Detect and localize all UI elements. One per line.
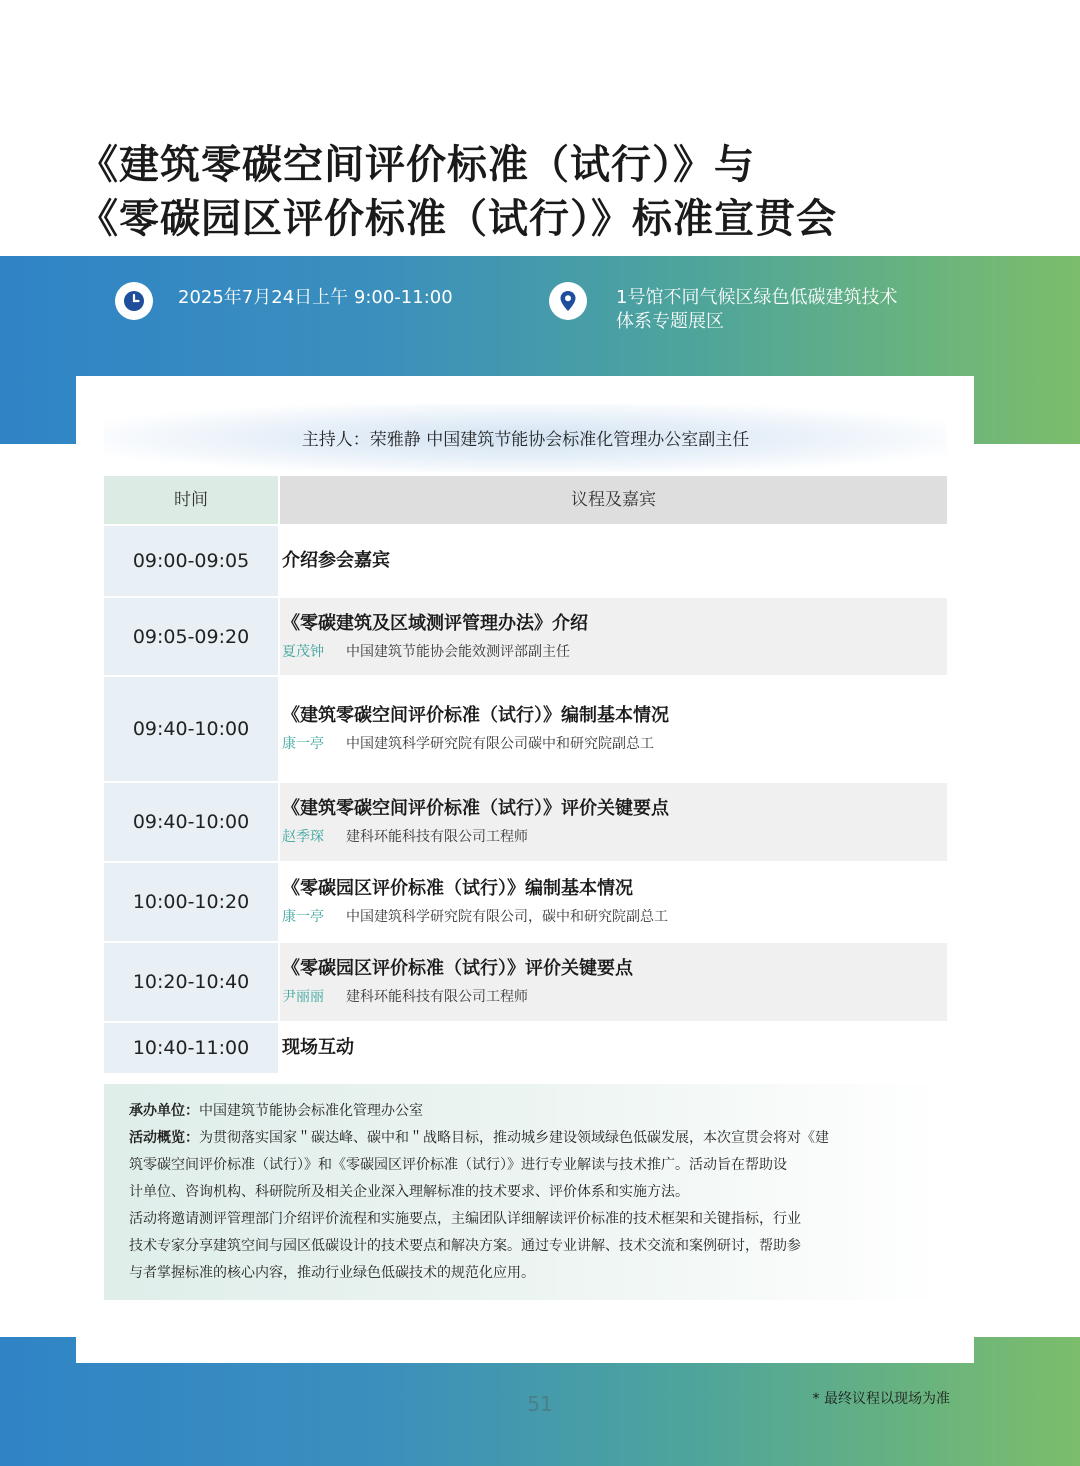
table-row-time: 10:40-11:00 <box>104 1023 278 1073</box>
agenda-title: 现场互动 <box>282 1037 354 1058</box>
table-header-time: 时间 <box>104 476 278 524</box>
host-banner: 主持人：荣雅静 中国建筑节能协会标准化管理办公室副主任 <box>104 404 947 472</box>
paragraph2-line-2: 技术专家分享建筑空间与园区低碳设计的技术要点和解决方案。通过专业讲解、技术交流和案例研讨，帮助参 <box>129 1238 801 1254</box>
event-description <box>104 1084 947 1300</box>
organizer-value: 中国建筑节能协会标准化管理办公室 <box>199 1103 423 1119</box>
speaker-name: 尹丽丽 <box>282 989 324 1005</box>
table-row <box>280 783 947 861</box>
overview-label: 活动概览： <box>129 1130 199 1146</box>
speaker-name: 夏茂钟 <box>282 643 324 660</box>
overview-text-3: 计单位、咨询机构、科研院所及相关企业深入理解标准的技术要求、评价体系和实施方法。 <box>129 1184 689 1200</box>
speaker-org: 建科环能科技有限公司工程师 <box>346 989 528 1005</box>
overview-text-1: 为贯彻落实国家＂碳达峰、碳中和＂战略目标，推动城乡建设领域绿色低碳发展，本次宣贯会将对《建 <box>199 1130 829 1146</box>
table-row <box>280 1023 947 1073</box>
table-row-time: 09:05-09:20 <box>104 598 278 675</box>
agenda-title: 《建筑零碳空间评价标准（试行）》评价关键要点 <box>282 798 669 819</box>
overview-line <box>129 1125 917 1152</box>
agenda-title: 《零碳园区评价标准（试行）》编制基本情况 <box>282 878 633 899</box>
speaker-name: 赵季琛 <box>282 829 324 845</box>
table-row <box>280 863 947 941</box>
title-line-2: 《零碳园区评价标准（试行）》标准宣贯会 <box>78 196 837 242</box>
paragraph2-line-3: 与者掌握标准的核心内容，推动行业绿色低碳技术的规范化应用。 <box>129 1265 535 1281</box>
table-row-time: 09:40-10:00 <box>104 677 278 781</box>
table-row <box>280 943 947 1021</box>
table-row <box>280 598 947 675</box>
table-header-agenda: 议程及嘉宾 <box>280 476 947 524</box>
page-number: 51 <box>527 1392 553 1416</box>
speaker-org: 中国建筑科学研究院有限公司，碳中和研究院副总工 <box>346 909 668 925</box>
speaker-line <box>282 732 947 756</box>
page-title <box>78 138 1038 246</box>
table-row <box>280 526 947 596</box>
table-row <box>280 677 947 781</box>
table-row-time: 10:20-10:40 <box>104 943 278 1021</box>
title-line-1: 《建筑零碳空间评价标准（试行）》与 <box>78 142 755 188</box>
footnote: * 最终议程以现场为准 <box>812 1391 950 1407</box>
table-row-time: 09:40-10:00 <box>104 783 278 861</box>
clock-icon <box>115 282 153 320</box>
agenda-title: 介绍参会嘉宾 <box>282 550 390 571</box>
location-line-1: 1号馆不同气候区绿色低碳建筑技术 <box>616 287 898 308</box>
table-row-time: 09:00-09:05 <box>104 526 278 596</box>
overview-text-2: 筑零碳空间评价标准（试行）》和《零碳园区评价标准（试行）》进行专业解读与技术推广。活动旨在帮助设 <box>129 1157 787 1173</box>
speaker-org: 中国建筑节能协会能效测评部副主任 <box>346 643 570 660</box>
speaker-org: 建科环能科技有限公司工程师 <box>346 829 528 845</box>
event-location <box>616 286 897 334</box>
speaker-org: 中国建筑科学研究院有限公司碳中和研究院副总工 <box>346 736 654 752</box>
speaker-name: 康一亭 <box>282 909 324 925</box>
location-pin-icon <box>549 282 587 320</box>
speaker-line <box>282 640 947 664</box>
paragraph2-line-1: 活动将邀请测评管理部门介绍评价流程和实施要点，主编团队详细解读评价标准的技术框架和关键指标，行业 <box>129 1211 801 1227</box>
speaker-line <box>282 825 947 849</box>
speaker-name: 康一亭 <box>282 736 324 752</box>
agenda-title: 《零碳建筑及区域测评管理办法》介绍 <box>282 612 588 634</box>
event-datetime: 2025年7月24日上午 9:00-11:00 <box>178 287 453 308</box>
organizer-line <box>129 1098 917 1125</box>
table-row-time: 10:00-10:20 <box>104 863 278 941</box>
agenda-title: 《零碳园区评价标准（试行）》评价关键要点 <box>282 958 633 979</box>
organizer-label: 承办单位： <box>129 1103 199 1119</box>
speaker-line <box>282 985 947 1009</box>
location-line-2: 体系专题展区 <box>616 311 724 332</box>
speaker-line <box>282 905 947 929</box>
agenda-title: 《建筑零碳空间评价标准（试行）》编制基本情况 <box>282 705 669 726</box>
